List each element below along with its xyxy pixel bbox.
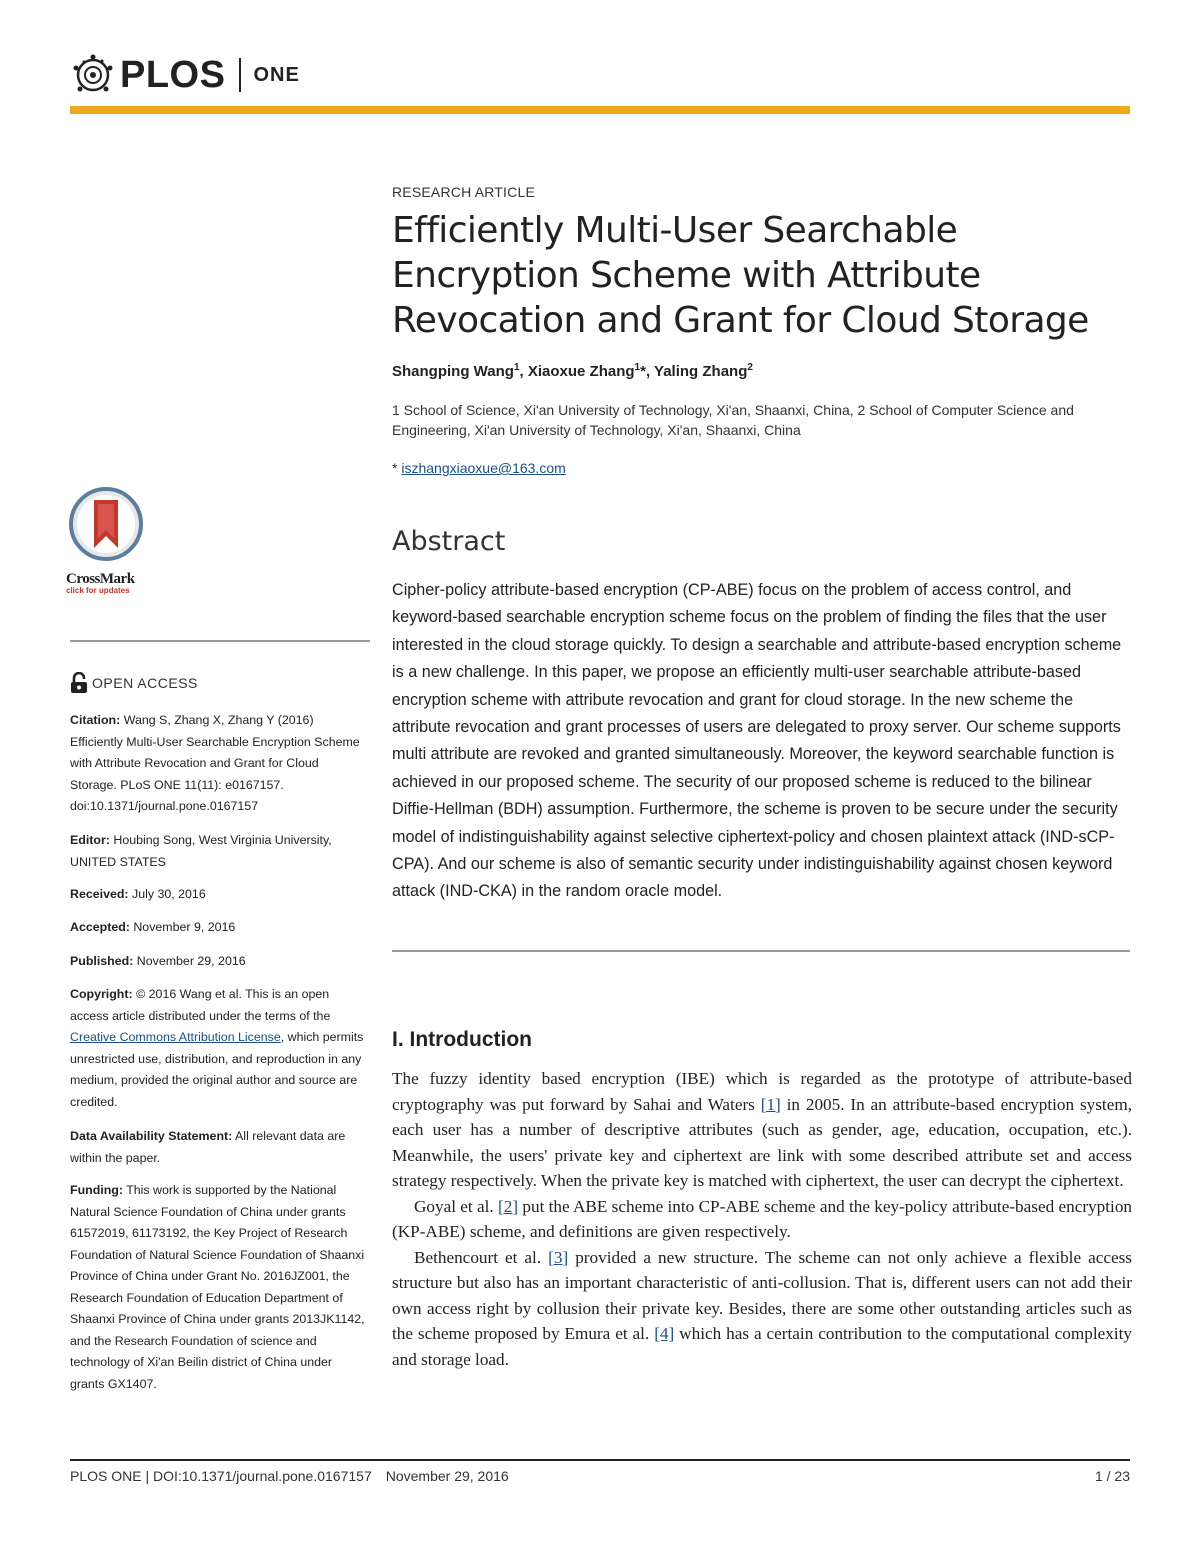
email-mark: * <box>392 460 398 476</box>
author-name[interactable]: Xiaoxue Zhang <box>527 363 635 380</box>
citation-text: Wang S, Zhang X, Zhang Y (2016) Efficiently Multi-User Searchable Encryption Scheme with Attribute Revocation and Grant for Cloud Storage. PLoS ONE 11(11): e0167157. doi:10.1371/journal.pone.0167157 <box>70 713 360 813</box>
text-run: in 2005. In an attribute-based encryption system, each user has a number of descriptive attributes (such as gender, age, education, occupation, etc.). Meanwhile, the users' private key and ciphertext are link with some described attribute set and access strategy respectively. When the private key is matched with ciphertext, the user can decrypt the ciphertext. <box>392 1094 1133 1190</box>
footer-divider <box>70 1459 1130 1461</box>
logo-text: PLOS <box>120 53 226 96</box>
footer-doi: PLOS ONE | DOI:10.1371/journal.pone.0167157 <box>70 1468 372 1484</box>
crossmark-label: CrossMark <box>66 571 135 587</box>
published-date: November 29, 2016 <box>136 954 246 968</box>
header-accent-bar <box>70 106 1130 114</box>
author-name[interactable]: Shangping Wang <box>392 363 514 380</box>
text-run: provided a new structure. The scheme can not only achieve a flexible access structure but also has an important characteristic of anti-collusion. That is, different users can not add their own access right by collusion their private key. Besides, there are some other outstanding articles such as the scheme proposed by Emura et al. <box>392 1247 1132 1343</box>
text-run: The fuzzy identity based encryption (IBE) which is regarded as the prototype of attribute-based cryptography was put forward by Sahai and Waters <box>392 1069 1132 1114</box>
license-link[interactable]: Creative Commons Attribution License <box>70 1030 281 1044</box>
reference-link[interactable]: [1] <box>760 1094 781 1114</box>
corresponding-mark: * <box>640 363 646 380</box>
published-label: Published: <box>70 954 134 968</box>
copyright-label: Copyright: <box>70 987 133 1001</box>
abstract-divider <box>392 950 1130 952</box>
plos-one-logo[interactable] <box>70 52 300 98</box>
citation-block <box>70 710 368 818</box>
text-run: Bethencourt et al. <box>414 1247 549 1267</box>
article-type: RESEARCH ARTICLE <box>392 184 535 200</box>
crossmark-icon <box>66 486 146 564</box>
data-availability-label: Data Availability Statement: <box>70 1129 233 1143</box>
author-list <box>392 362 753 380</box>
abstract-heading: Abstract <box>392 526 506 557</box>
author-affiliation-sup: 1 <box>513 362 520 373</box>
editor-label: Editor: <box>70 833 110 847</box>
author-affiliation-sup: 2 <box>747 362 753 373</box>
footer-citation <box>70 1468 509 1484</box>
funding-label: Funding: <box>70 1183 123 1197</box>
editor-text: Houbing Song, West Virginia University, UNITED STATES <box>70 833 332 869</box>
text-run: which has a certain contribution to the computational complexity and storage load. <box>392 1324 1132 1369</box>
accepted-date: November 9, 2016 <box>133 920 236 934</box>
published-block <box>70 951 368 973</box>
received-date: July 30, 2016 <box>132 887 206 901</box>
sidebar-divider <box>70 640 370 642</box>
paragraph <box>392 1245 1132 1373</box>
crossmark-sub: click for updates <box>66 586 130 595</box>
logo-separator <box>239 58 241 92</box>
copyright-text-post: , which permits unrestricted use, distribution, and reproduction in any medium, provided the original author and source are credited. <box>70 1030 364 1109</box>
affiliations: 1 School of Science, Xi'an University of Technology, Xi'an, Shaanxi, China, 2 School of Computer Science and Engineering, Xi'an University of Technology, Xi'an, Shaanxi, China <box>392 402 1074 438</box>
reference-link[interactable]: [4] <box>654 1324 675 1343</box>
author-separator: , <box>645 363 655 380</box>
data-availability-block <box>70 1126 368 1169</box>
accepted-block <box>70 917 368 939</box>
text-run: Goyal et al. <box>414 1196 499 1216</box>
reference-link[interactable]: [3] <box>548 1247 569 1267</box>
article-title: Efficiently Multi-User Searchable Encryption Scheme with Attribute Revocation and Grant for Cloud Storage <box>392 210 1089 341</box>
received-label: Received: <box>70 887 129 901</box>
paragraph <box>392 1194 1132 1245</box>
editor-block <box>70 830 368 873</box>
reference-link[interactable]: [2] <box>498 1196 519 1216</box>
footer-date: November 29, 2016 <box>385 1468 509 1484</box>
citation-label: Citation: <box>70 713 121 727</box>
funding-block <box>70 1180 368 1395</box>
copyright-block <box>70 984 368 1113</box>
copyright-text-pre: © 2016 Wang et al. This is an open access article distributed under the terms of the <box>70 987 331 1023</box>
author-separator: , <box>519 363 528 380</box>
email-link[interactable]: iszhangxiaoxue@163.com <box>401 460 566 476</box>
section-heading: I. Introduction <box>392 1028 532 1051</box>
crossmark-badge[interactable] <box>66 486 156 595</box>
text-run: put the ABE scheme into CP-ABE scheme and the key-policy attribute-based encryption (KP-ABE) scheme, and definitions are given respectively. <box>392 1196 1133 1241</box>
open-access-label: OPEN ACCESS <box>92 675 198 691</box>
logo-sub: ONE <box>253 63 300 86</box>
received-block <box>70 884 368 906</box>
open-lock-icon <box>70 672 88 694</box>
plos-logo-icon <box>70 52 116 98</box>
paragraph <box>392 1066 1132 1194</box>
funding-text: This work is supported by the National Natural Science Foundation of China under grants 61572019, 61173192, the Key Project of Research Foundation of Natural Science Foundation of Shaanxi Province of China under Grant No. 2016JZ001, the Research Foundation of Education Department of Shaanxi Province of China under grants 2013JK1142, and the Research Foundation of science and technology of Xi'an Beilin district of China under grants GX1407. <box>70 1183 365 1391</box>
open-access-badge <box>70 672 198 694</box>
corresponding-email <box>392 460 566 476</box>
page-number: 1 / 23 <box>1094 1468 1130 1484</box>
data-availability-text: All relevant data are within the paper. <box>70 1129 346 1165</box>
abstract-text: Cipher-policy attribute-based encryption (CP-ABE) focus on the problem of access control, and keyword-based searchable encryption scheme focus on the problem of finding the files that the user interested in the cloud storage quickly. To design a searchable and attribute-based encryption scheme is a new challenge. In this paper, we propose an efficiently multi-user searchable attribute-based encryption scheme with attribute revocation and grant for cloud storage. In the new scheme the attribute revocation and grant processes of users are delegated to proxy server. Our scheme supports multi attribute are revoked and granted simultaneously. Moreover, the keyword searchable function is achieved in our proposed scheme. The security of our proposed scheme is reduced to the bilinear Diffie-Hellman (BDH) assumption. Furthermore, the scheme is proven to be secure under the security model of indistinguishability against selective ciphertext-policy and chosen plaintext attack (IND-sCP-CPA). And our scheme is also of semantic security under indistinguishability against chosen keyword attack (IND-CKA) in the random oracle model. <box>392 581 1122 901</box>
introduction-body <box>392 1066 1132 1372</box>
author-name[interactable]: Yaling Zhang <box>654 363 748 380</box>
author-affiliation-sup: 1 <box>634 362 641 373</box>
accepted-label: Accepted: <box>70 920 130 934</box>
